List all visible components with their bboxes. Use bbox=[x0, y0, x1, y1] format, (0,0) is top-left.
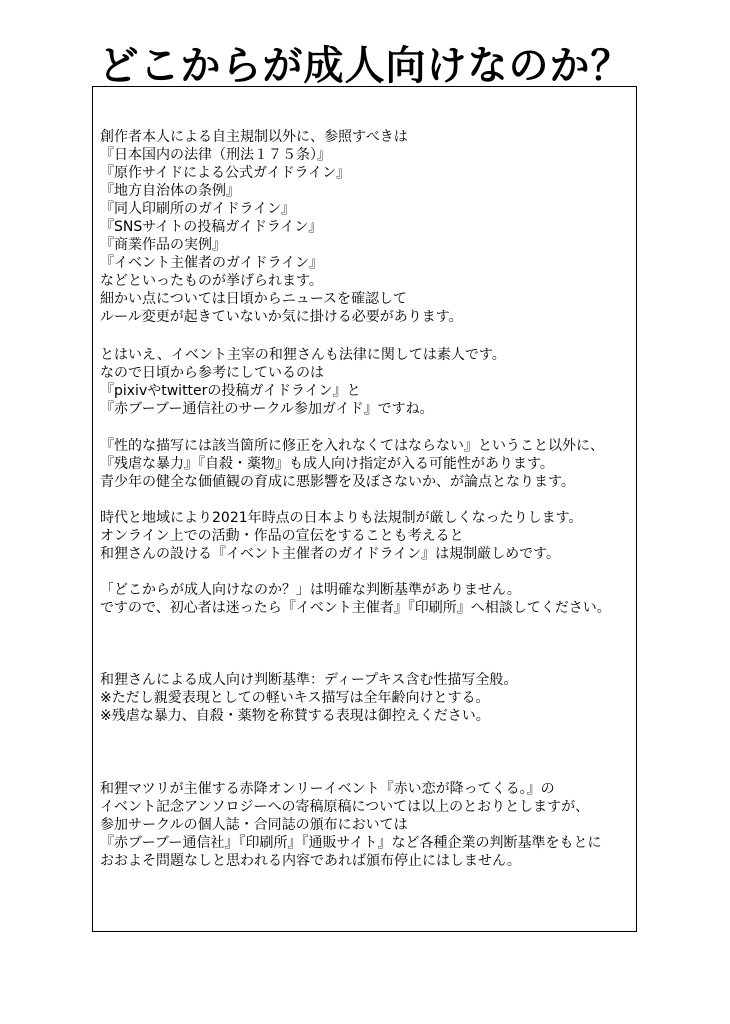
paragraph-references bbox=[100, 128, 635, 326]
text-line: 『商業作品の実例』 bbox=[100, 237, 226, 253]
paragraph-restrictions bbox=[100, 437, 635, 491]
text-line: 創作者本人による自主規制以外に、参照すべきは bbox=[100, 129, 408, 145]
text-line: 『同人印刷所のガイドライン』 bbox=[100, 201, 296, 217]
text-line: とはいえ、イベント主宰の和狸さんも法律に関しては素人です。 bbox=[100, 347, 506, 363]
text-line: ※ただし親愛表現としての軽いキス描写は全年齢向けとする。 bbox=[100, 690, 490, 706]
text-line: 『赤ブーブー通信社のサークル参加ガイド』ですね。 bbox=[100, 401, 434, 417]
text-line: 『性的な描写には該当箇所に修正を入れなくてはならない』ということ以外に、 bbox=[100, 438, 604, 454]
text-line: 青少年の健全な価値観の育成に悪影響を及ぼさないか、が論点となります。 bbox=[100, 474, 575, 490]
text-line: ※残虐な暴力、自殺・薬物を称賛する表現は御控えください。 bbox=[100, 708, 490, 724]
paragraph-regulations bbox=[100, 509, 635, 563]
text-line: オンライン上での活動・作品の宣伝をすることも考えると bbox=[100, 528, 464, 544]
text-line: ですので、初心者は迷ったら『イベント主催者』『印刷所』へ相談してください。 bbox=[100, 600, 611, 616]
text-line: などといったものが挙げられます。 bbox=[100, 273, 323, 289]
text-line: 和狸さんの設ける『イベント主催者のガイドライン』は規制厳しめです。 bbox=[100, 546, 561, 562]
text-line: イベント記念アンソロジーへの寄稿原稿については以上のとおりとしますが、 bbox=[100, 799, 590, 815]
text-line: 時代と地域により2021年時点の日本よりも法規制が厳しくなったりします。 bbox=[100, 510, 583, 526]
text-line: 和狸マツリが主催する赤降オンリーイベント『赤い恋が降ってくる。』の bbox=[100, 781, 555, 797]
text-line: 細かい点については日頃からニュースを確認して bbox=[100, 291, 408, 307]
paragraph-organizer-reference bbox=[100, 346, 635, 418]
text-line: なので日頃から参考にしているのは bbox=[100, 365, 324, 381]
text-line: 『地方自治体の条例』 bbox=[100, 183, 240, 199]
paragraph-consultation bbox=[100, 581, 635, 617]
paragraph-anthology bbox=[100, 780, 635, 870]
page-title: どこからが成人向けなのか？ bbox=[98, 43, 632, 89]
text-line: 参加サークルの個人誌・合同誌の頒布においては bbox=[100, 817, 408, 833]
text-line: 「どこからが成人向けなのか？」は明確な判断基準がありません。 bbox=[100, 582, 521, 598]
text-line: 『pixivやtwitterの投稿ガイドライン』と bbox=[100, 383, 361, 399]
paragraph-criteria bbox=[100, 671, 635, 725]
text-line: 『原作サイドによる公式ガイドライン』 bbox=[100, 165, 351, 181]
text-line: 『赤ブーブー通信社』『印刷所』『通販サイト』など各種企業の判断基準をもとに bbox=[100, 835, 602, 851]
text-line: 『日本国内の法律（刑法１７５条）』 bbox=[100, 147, 331, 163]
text-line: 『残虐な暴力』『自殺・薬物』も成人向け指定が入る可能性があります。 bbox=[100, 456, 554, 472]
text-line: 『SNSサイトの投稿ガイドライン』 bbox=[100, 219, 323, 235]
text-line: 和狸さんによる成人向け判断基準：ディープキス含む性描写全般。 bbox=[100, 672, 518, 688]
text-line: おおよそ問題なしと思われる内容であれば頒布停止にはしません。 bbox=[100, 853, 521, 869]
text-line: 『イベント主催者のガイドライン』 bbox=[100, 255, 324, 271]
text-line: ルール変更が起きていないか気に掛ける必要があります。 bbox=[100, 309, 463, 325]
